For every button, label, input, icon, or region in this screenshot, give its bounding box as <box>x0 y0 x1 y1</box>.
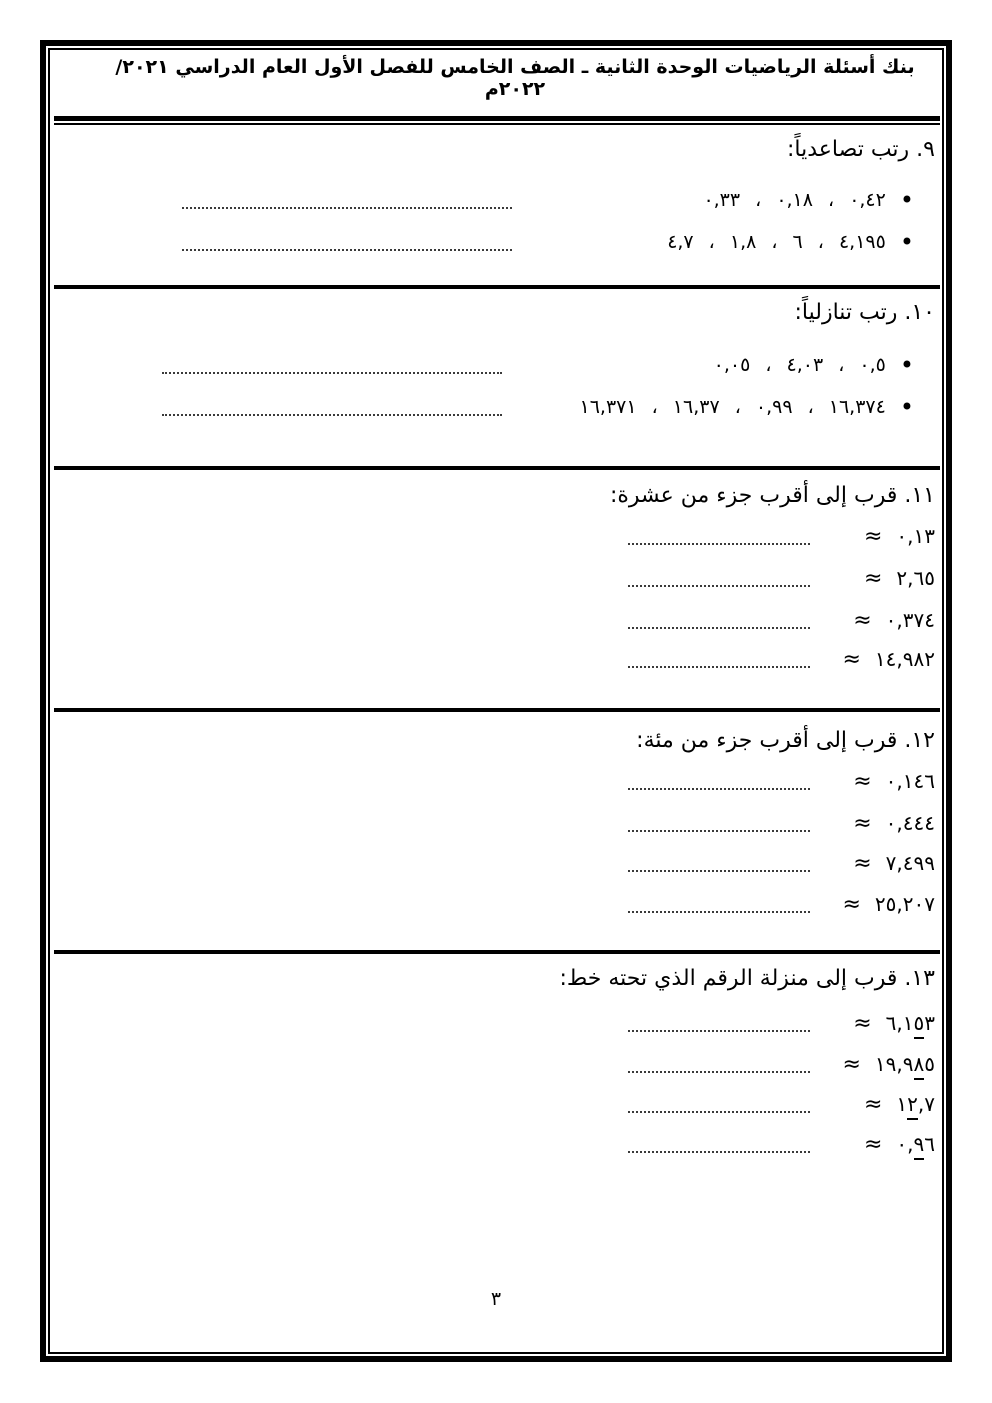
answer-blank <box>162 414 502 416</box>
section-13-heading: ١٣. قرب إلى منزلة الرقم الذي تحته خط: <box>559 966 935 991</box>
answer-blank <box>628 543 810 545</box>
bullet-icon: • <box>899 228 914 256</box>
answer-blank <box>162 372 502 374</box>
approx-symbol: ≈ <box>842 646 861 672</box>
digits: ٣ <box>924 1011 935 1035</box>
number-value: ٢,٦٥ <box>896 566 935 590</box>
section-12-answer-row <box>70 848 935 878</box>
section-11-answer-row <box>70 605 935 635</box>
approx-symbol: ≈ <box>853 607 872 633</box>
approx-symbol: ≈ <box>842 891 861 917</box>
approx-symbol: ≈ <box>863 523 883 549</box>
number-value: ٠,٣٧٤ <box>885 608 935 632</box>
section-13-answer-row <box>70 1089 935 1119</box>
section-13-answer-row <box>70 1049 935 1079</box>
number-list: ٤,١٩٥ ، ٦ ، ١,٨ ، ٤,٧ <box>667 231 886 253</box>
answer-blank <box>628 911 810 913</box>
section-separator <box>54 708 940 712</box>
section-11-answer-row <box>70 644 935 674</box>
section-13-answer-row <box>70 1008 935 1038</box>
digits: ,٧ <box>917 1092 935 1116</box>
number-list: ١٦,٣٧٤ ، ٠,٩٩ ، ١٦,٣٧ ، ١٦,٣٧١ <box>579 396 886 418</box>
section-separator <box>54 466 940 470</box>
number-value <box>886 1011 935 1035</box>
bullet-icon: • <box>899 351 914 379</box>
approx-symbol: ≈ <box>853 810 872 836</box>
number-value: ٢٥,٢٠٧ <box>874 892 935 916</box>
answer-blank <box>628 1151 810 1153</box>
section-10-item-row <box>70 350 930 380</box>
section-11-answer-row <box>70 521 935 551</box>
section-9-heading: ٩. رتب تصاعدياً: <box>787 137 935 162</box>
page-number: ٣ <box>490 1288 502 1310</box>
section-13-answer-row <box>70 1129 935 1159</box>
section-10-item-row <box>70 392 930 422</box>
separator-thin-line <box>54 123 940 125</box>
bullet-icon: • <box>899 393 914 421</box>
answer-blank <box>628 585 810 587</box>
digits: ١٩,٩ <box>874 1052 914 1076</box>
number-value: ٠,٤٤٤ <box>885 811 935 835</box>
answer-blank <box>182 207 512 209</box>
number-value <box>896 1132 935 1156</box>
section-separator <box>54 285 940 289</box>
section-separator <box>54 950 940 954</box>
digits: ٥ <box>924 1052 935 1076</box>
number-value: ٠,١٤٦ <box>885 769 935 793</box>
number-list: ٠,٥ ، ٤,٠٣ ، ٠,٠٥ <box>713 354 886 376</box>
section-10-heading: ١٠. رتب تنازلياً: <box>794 300 935 325</box>
answer-blank <box>628 788 810 790</box>
answer-blank <box>628 870 810 872</box>
approx-symbol: ≈ <box>853 1010 872 1036</box>
section-9-item-row <box>70 227 930 257</box>
underlined-digit: ٢ <box>907 1092 918 1120</box>
section-12-heading: ١٢. قرب إلى أقرب جزء من مئة: <box>636 728 935 753</box>
number-value <box>896 1092 935 1116</box>
answer-blank <box>628 666 810 668</box>
header-separator <box>54 116 940 125</box>
section-12-answer-row <box>70 766 935 796</box>
answer-blank <box>628 1111 810 1113</box>
approx-symbol: ≈ <box>863 565 883 591</box>
digits: ١ <box>896 1092 908 1116</box>
approx-symbol: ≈ <box>842 1051 861 1077</box>
bullet-icon: • <box>899 186 914 214</box>
section-9-item-row <box>70 185 930 215</box>
section-12-answer-row <box>70 889 935 919</box>
page-title: بنك أسئلة الرياضيات الوحدة الثانية ـ الصف الخامس للفصل الأول العام الدراسي ٢٠٢١/ ٢٠٢٢م <box>115 56 915 100</box>
digits: ٦,١ <box>885 1011 914 1035</box>
answer-blank <box>628 1071 810 1073</box>
answer-blank <box>182 249 512 251</box>
approx-symbol: ≈ <box>863 1091 883 1117</box>
underlined-digit: ٩ <box>914 1132 925 1160</box>
digits: ٠, <box>896 1132 914 1156</box>
number-value <box>875 1052 935 1076</box>
answer-blank <box>628 1030 810 1032</box>
separator-thick-line <box>54 116 940 121</box>
number-value: ٧,٤٩٩ <box>885 851 935 875</box>
number-value: ١٤,٩٨٢ <box>874 647 935 671</box>
underlined-digit: ٥ <box>914 1011 925 1039</box>
approx-symbol: ≈ <box>853 768 872 794</box>
approx-symbol: ≈ <box>863 1131 883 1157</box>
section-11-answer-row <box>70 563 935 593</box>
approx-symbol: ≈ <box>853 850 872 876</box>
digits: ٦ <box>924 1132 935 1156</box>
number-list: ٠,٤٢ ، ٠,١٨ ، ٠,٣٣ <box>703 189 886 211</box>
section-11-heading: ١١. قرب إلى أقرب جزء من عشرة: <box>609 483 935 508</box>
underlined-digit: ٨ <box>914 1052 925 1080</box>
section-12-answer-row <box>70 808 935 838</box>
number-value: ٠,١٣ <box>896 524 935 548</box>
answer-blank <box>628 627 810 629</box>
answer-blank <box>628 830 810 832</box>
